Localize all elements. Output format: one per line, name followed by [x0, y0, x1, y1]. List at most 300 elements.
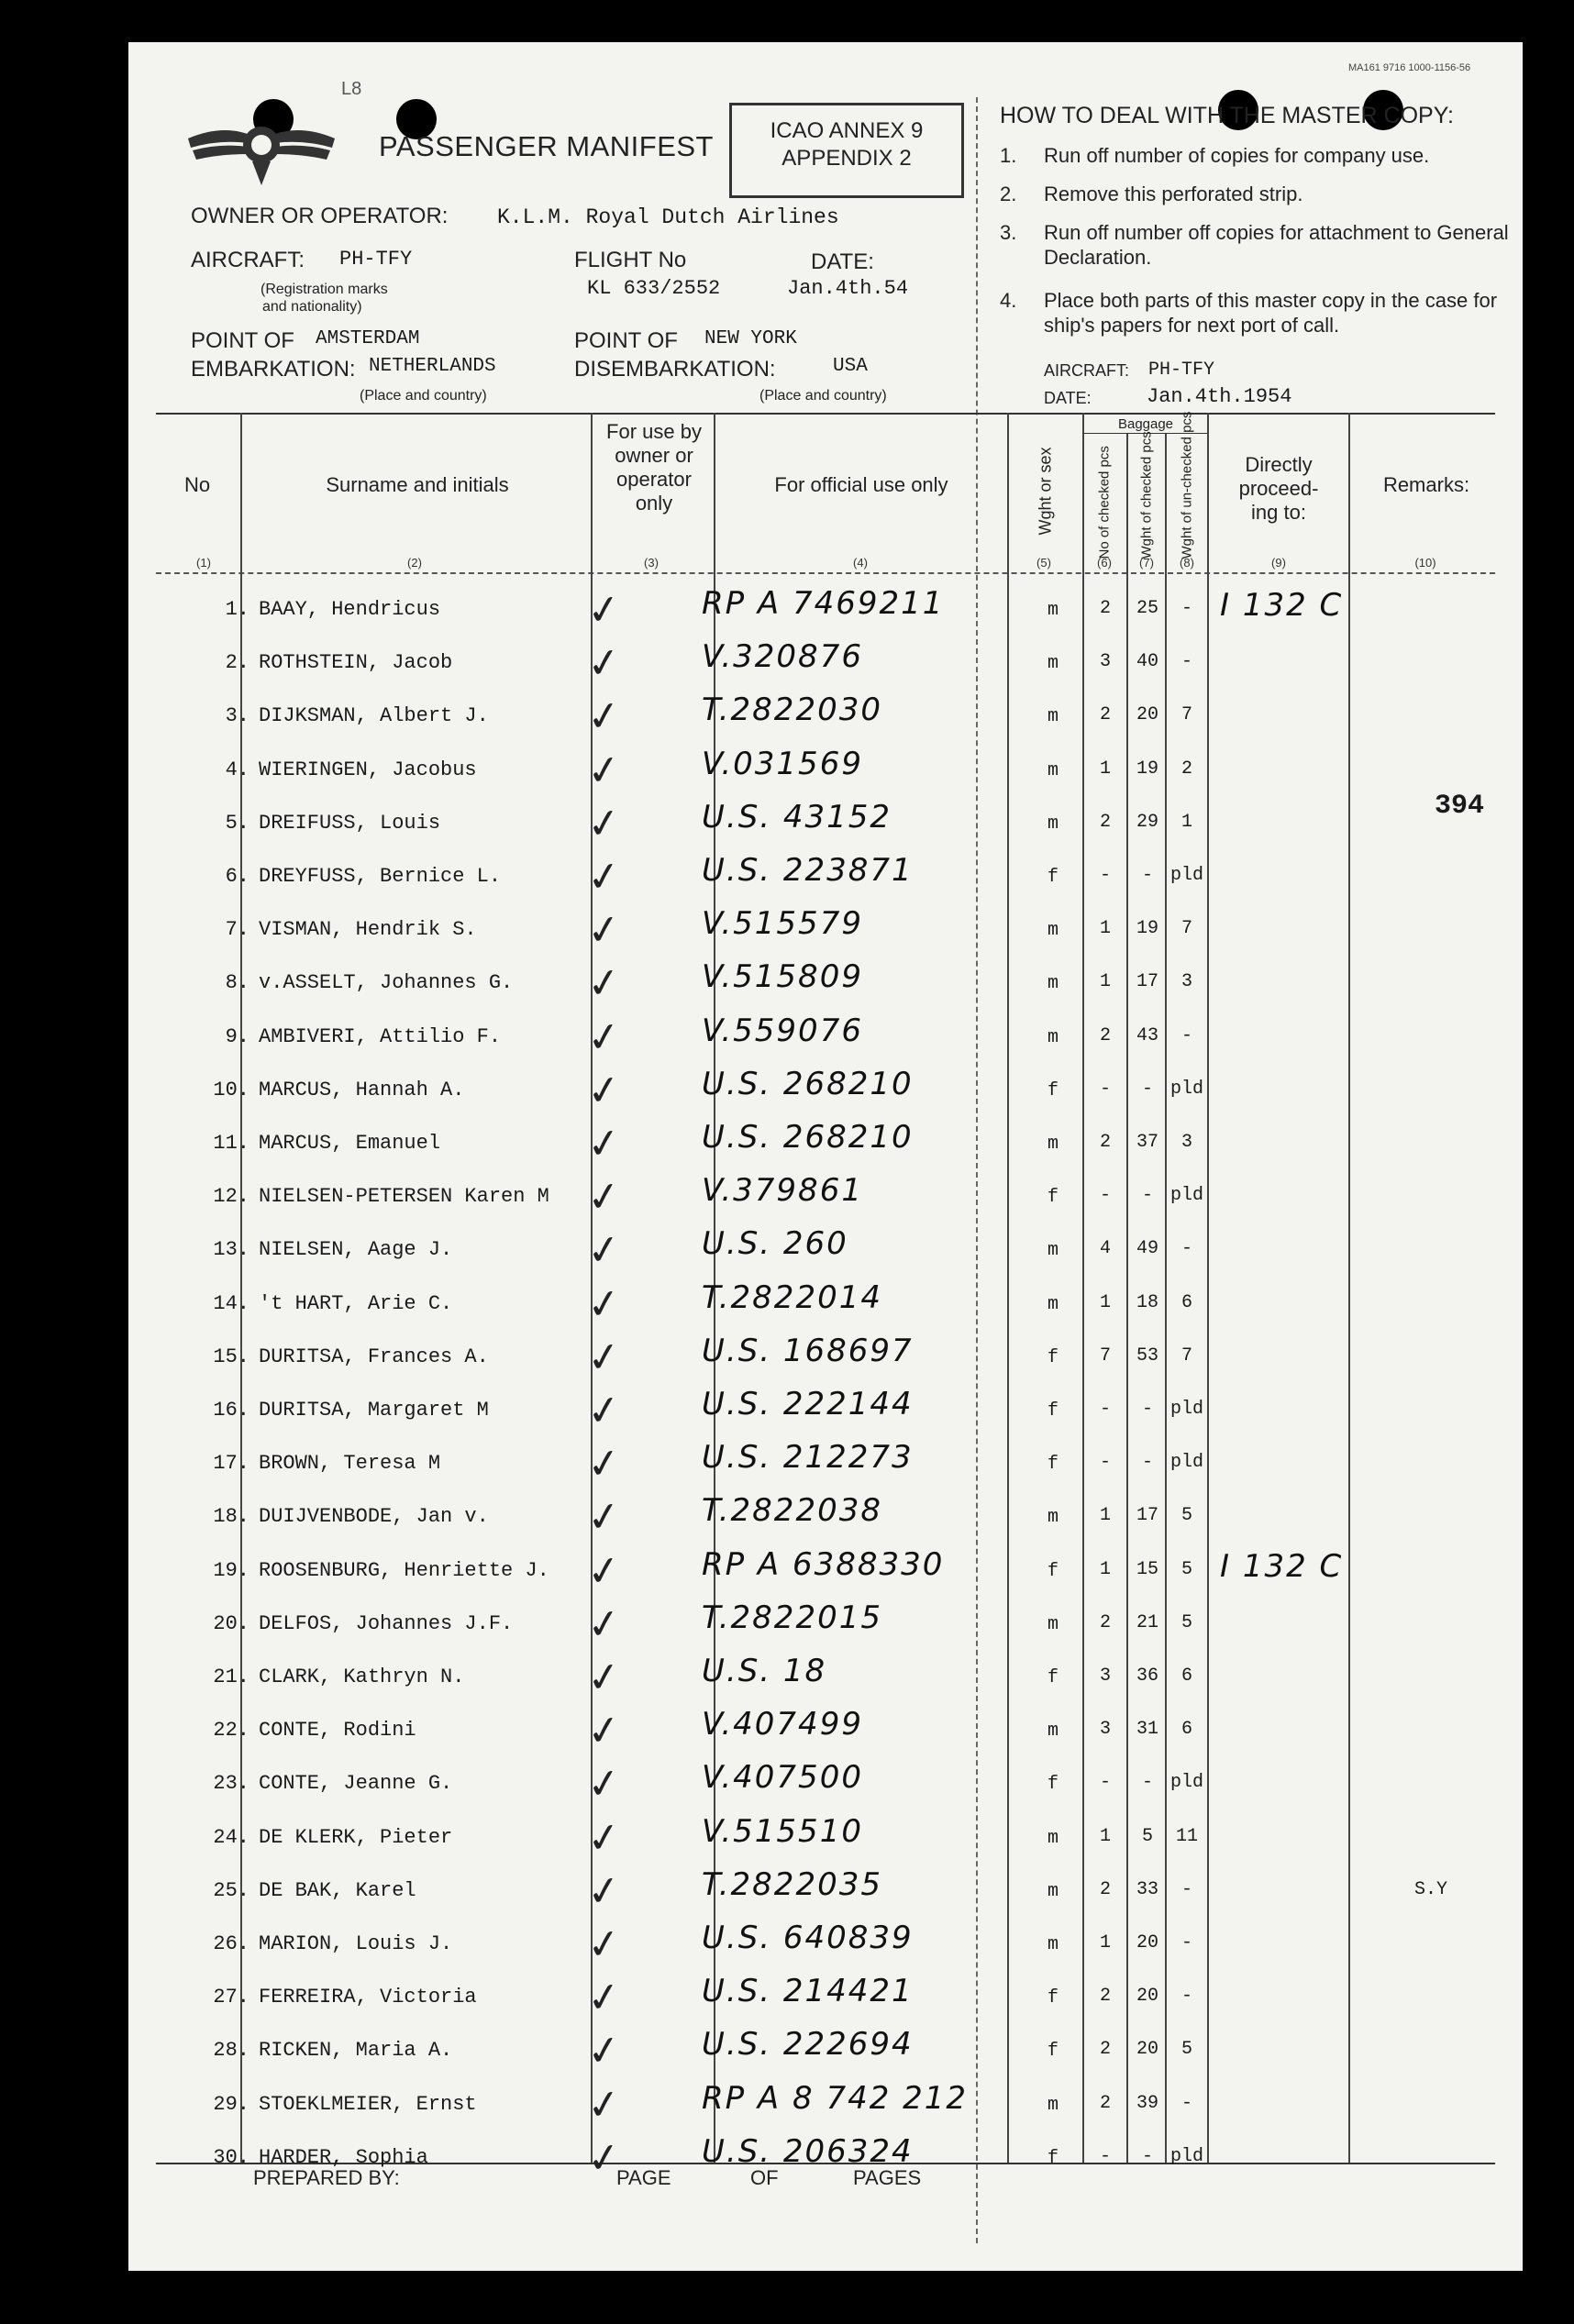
check-mark-icon: ✓ — [583, 1493, 625, 1543]
passenger-name: BAAY, Hendricus — [259, 598, 441, 621]
passenger-number: 27. — [213, 1986, 249, 2009]
checked-weight: 49 — [1136, 1238, 1158, 1260]
aircraft-note-2: and nationality) — [262, 299, 362, 315]
table-row — [128, 1222, 1523, 1275]
passenger-number: 24. — [213, 1825, 249, 1849]
passenger-number: 6. — [225, 865, 249, 888]
unchecked-weight: 2 — [1180, 758, 1192, 780]
official-number: U.S. 214421 — [702, 1973, 914, 2010]
passenger-sex: m — [1047, 1026, 1059, 1048]
official-number: V.320876 — [702, 638, 863, 676]
official-number: U.S. 168697 — [702, 1332, 914, 1369]
checked-weight: 5 — [1141, 1825, 1153, 1847]
check-mark-icon: ✓ — [583, 2080, 625, 2130]
passenger-name: HARDER, Sophia — [259, 2145, 428, 2169]
passenger-sex: m — [1047, 1721, 1059, 1743]
unchecked-weight: 5 — [1180, 1611, 1192, 1633]
passenger-name: NIELSEN, Aage J. — [259, 1238, 453, 1262]
checked-pieces: 1 — [1099, 971, 1111, 993]
unchecked-weight: - — [1180, 651, 1192, 673]
checked-weight: 43 — [1136, 1024, 1158, 1046]
unchecked-weight: 1 — [1180, 811, 1192, 833]
passenger-number: 19. — [213, 1558, 249, 1582]
passenger-number: 8. — [225, 971, 249, 995]
check-mark-icon: ✓ — [583, 1013, 625, 1062]
passenger-number: 11. — [213, 1132, 249, 1155]
table-row — [128, 1435, 1523, 1488]
checked-pieces: 2 — [1099, 2039, 1111, 2061]
table-row — [128, 581, 1523, 635]
checked-pieces: 1 — [1099, 918, 1111, 940]
embark-label-2: EMBARKATION: — [191, 357, 356, 382]
official-number: T.2822014 — [702, 1278, 882, 1316]
check-mark-icon: ✓ — [583, 1920, 625, 1970]
official-number: V.515579 — [702, 905, 863, 943]
col-header-b8: Wght of un-checked pcs — [1179, 411, 1195, 559]
col-num-5: (5) — [1036, 556, 1051, 570]
aircraft-label: AIRCRAFT: — [191, 248, 305, 272]
check-mark-icon: ✓ — [583, 1813, 625, 1863]
passenger-sex: m — [1047, 920, 1059, 942]
checked-weight: 31 — [1136, 1719, 1158, 1741]
checked-weight: 39 — [1136, 2092, 1158, 2114]
unchecked-weight: pld — [1169, 1399, 1203, 1420]
passenger-name: CONTE, Rodini — [259, 1719, 416, 1743]
passenger-sex: m — [1047, 600, 1059, 621]
checked-pieces: 3 — [1099, 651, 1111, 673]
unchecked-weight: - — [1180, 2092, 1192, 2114]
check-mark-icon: ✓ — [583, 799, 625, 849]
passenger-number: 14. — [213, 1291, 249, 1315]
passenger-sex: f — [1047, 867, 1059, 888]
passenger-name: RICKEN, Maria A. — [259, 2039, 453, 2063]
col-num-7: (7) — [1139, 556, 1154, 570]
check-mark-icon: ✓ — [583, 1546, 625, 1596]
check-mark-icon: ✓ — [583, 1439, 625, 1489]
passenger-number: 2. — [225, 651, 249, 675]
checked-pieces: 2 — [1099, 1611, 1111, 1633]
winged-logo-icon — [183, 106, 339, 189]
passenger-number: 28. — [213, 2039, 249, 2063]
table-row — [128, 1969, 1523, 2022]
checked-weight: - — [1141, 1772, 1153, 1794]
check-mark-icon: ✓ — [583, 1653, 625, 1703]
passenger-sex: f — [1047, 1346, 1059, 1368]
passenger-sex: m — [1047, 653, 1059, 675]
table-row — [128, 1276, 1523, 1329]
col-num-2: (2) — [407, 556, 422, 570]
checked-weight: 37 — [1136, 1132, 1158, 1153]
passenger-sex: m — [1047, 1880, 1059, 1902]
passenger-sex: m — [1047, 1827, 1059, 1849]
disembark-label-1: POINT OF — [574, 328, 678, 353]
table-row — [128, 848, 1523, 902]
passenger-sex: m — [1047, 1134, 1059, 1155]
passenger-sex: m — [1047, 813, 1059, 835]
of-label: OF — [750, 2166, 779, 2189]
passenger-sex: f — [1047, 1774, 1059, 1796]
official-number: RP A 7469211 — [702, 585, 945, 622]
table-row — [128, 1062, 1523, 1115]
unchecked-weight: pld — [1169, 1078, 1203, 1100]
table-row — [128, 2076, 1523, 2130]
checked-weight: 40 — [1136, 651, 1158, 673]
passenger-name: DURITSA, Margaret M — [259, 1399, 489, 1422]
table-row — [128, 955, 1523, 1008]
col-header-remarks: Remarks: — [1382, 473, 1470, 496]
check-mark-icon: ✓ — [583, 1760, 625, 1809]
passenger-sex: f — [1047, 2147, 1059, 2169]
unchecked-weight: pld — [1169, 865, 1203, 886]
unchecked-weight: pld — [1169, 1452, 1203, 1474]
unchecked-weight: 11 — [1175, 1825, 1198, 1847]
passenger-number: 22. — [213, 1719, 249, 1743]
table-header-bottom — [156, 572, 1495, 574]
passenger-name: STOEKLMEIER, Ernst — [259, 2092, 477, 2116]
check-mark-icon: ✓ — [583, 1119, 625, 1169]
official-number: U.S. 212273 — [702, 1439, 914, 1477]
unchecked-weight: pld — [1169, 2145, 1203, 2167]
passenger-name: DIJKSMAN, Albert J. — [259, 704, 489, 728]
checked-weight: 20 — [1136, 1932, 1158, 1953]
proceeding-to: I 132 C — [1220, 1547, 1344, 1585]
official-number: V.515809 — [702, 958, 863, 996]
unchecked-weight: - — [1180, 1986, 1192, 2008]
passenger-name: AMBIVERI, Attilio F. — [259, 1024, 502, 1048]
checked-weight: - — [1141, 1078, 1153, 1100]
instr-date-label: DATE: — [1044, 389, 1092, 407]
unchecked-weight: 3 — [1180, 971, 1192, 993]
passenger-name: DELFOS, Johannes J.F. — [259, 1611, 514, 1635]
official-number: T.2822015 — [702, 1599, 882, 1636]
icao-annex: ICAO ANNEX 9 — [770, 118, 924, 143]
official-number: RP A 6388330 — [702, 1545, 945, 1583]
passenger-name: CONTE, Jeanne G. — [259, 1772, 453, 1796]
check-mark-icon: ✓ — [583, 692, 625, 742]
checked-pieces: 3 — [1099, 1666, 1111, 1687]
official-number: RP A 8 742 212 — [702, 2079, 969, 2117]
passenger-number: 13. — [213, 1238, 249, 1262]
checked-pieces: 7 — [1099, 1345, 1111, 1367]
instr-aircraft-value: PH-TFY — [1148, 360, 1215, 381]
passenger-sex: f — [1047, 1560, 1059, 1582]
official-number: U.S. 43152 — [702, 798, 892, 836]
passenger-sex: f — [1047, 1987, 1059, 2009]
checked-pieces: 2 — [1099, 1024, 1111, 1046]
passenger-name: v.ASSELT, Johannes G. — [259, 971, 514, 995]
table-row — [128, 1382, 1523, 1435]
col-header-b7: Wght of checked pcs — [1138, 431, 1155, 559]
checked-pieces: - — [1099, 1772, 1111, 1794]
checked-weight: 29 — [1136, 811, 1158, 833]
unchecked-weight: 6 — [1180, 1666, 1192, 1687]
passenger-number: 16. — [213, 1399, 249, 1422]
disembark-country: USA — [833, 356, 868, 377]
passenger-sex: f — [1047, 1187, 1059, 1209]
owner-value: K.L.M. Royal Dutch Airlines — [497, 205, 839, 229]
passenger-sex: m — [1047, 706, 1059, 728]
passenger-name: DUIJVENBODE, Jan v. — [259, 1505, 489, 1529]
handwritten-mark: L8 — [341, 79, 362, 99]
checked-pieces: 2 — [1099, 1878, 1111, 1900]
official-number: U.S. 223871 — [702, 852, 914, 889]
check-mark-icon: ✓ — [583, 1706, 625, 1756]
flight-value: KL 633/2552 — [587, 277, 721, 300]
checked-weight: 15 — [1136, 1558, 1158, 1580]
instr-date-value: Jan.4th.1954 — [1147, 385, 1292, 408]
passenger-name: MARION, Louis J. — [259, 1932, 453, 1955]
passenger-sex: m — [1047, 2094, 1059, 2116]
official-number: U.S. 222694 — [702, 2026, 914, 2064]
icao-appendix: APPENDIX 2 — [781, 146, 912, 171]
passenger-number: 29. — [213, 2092, 249, 2116]
checked-pieces: - — [1099, 1399, 1111, 1420]
checked-pieces: 4 — [1099, 1238, 1111, 1260]
col-header-weight-sex: Wght or sex — [1036, 447, 1055, 536]
passenger-sex: f — [1047, 1400, 1059, 1422]
passenger-sex: m — [1047, 1934, 1059, 1955]
col-header-no: No — [183, 473, 211, 496]
official-number: V.031569 — [702, 745, 863, 782]
passenger-number: 18. — [213, 1505, 249, 1529]
unchecked-weight: 6 — [1180, 1291, 1192, 1313]
passenger-number: 26. — [213, 1932, 249, 1955]
check-mark-icon: ✓ — [583, 1333, 625, 1383]
passenger-number: 9. — [225, 1024, 249, 1048]
icao-box — [729, 103, 964, 198]
passenger-number: 15. — [213, 1345, 249, 1368]
check-mark-icon: ✓ — [583, 905, 625, 956]
passenger-name: DE KLERK, Pieter — [259, 1825, 453, 1849]
official-number: T.2822035 — [702, 1865, 882, 1903]
disembark-city: NEW YORK — [704, 328, 797, 349]
passenger-sex: m — [1047, 973, 1059, 995]
checked-pieces: 2 — [1099, 811, 1111, 833]
aircraft-note-1: (Registration marks — [260, 282, 388, 297]
official-number: U.S. 268210 — [702, 1119, 914, 1156]
official-number: T.2822030 — [702, 692, 882, 729]
page-label: PAGE — [616, 2166, 671, 2189]
official-number: U.S. 640839 — [702, 1920, 914, 1956]
instr-aircraft-label: AIRCRAFT: — [1044, 361, 1130, 380]
passenger-name: DREIFUSS, Louis — [259, 811, 441, 835]
passenger-name: VISMAN, Hendrik S. — [259, 918, 477, 942]
official-number: V.559076 — [702, 1012, 863, 1049]
checked-pieces: - — [1099, 2145, 1111, 2167]
embark-country: NETHERLANDS — [369, 356, 496, 377]
checked-weight: - — [1141, 2145, 1153, 2167]
check-mark-icon: ✓ — [583, 585, 625, 636]
unchecked-weight: pld — [1169, 1185, 1203, 1207]
col-header-directly: Directly proceed-ing to: — [1238, 453, 1319, 524]
checked-weight: 18 — [1136, 1291, 1158, 1313]
check-mark-icon: ✓ — [583, 746, 625, 795]
table-row — [128, 688, 1523, 741]
checked-weight: 19 — [1136, 918, 1158, 940]
manifest-sheet: MA161 9716 1000-1156-56 L8 PASSENGER MANIFEST ICAO ANNEX 9 APPENDIX 2 OWNER OR OPERATOR: K.L.M. Royal Dutch Airlines AIRCRAFT: PH-TFY (Registration marks and nationality) FLIGHT No KL 633/2552 DATE: Jan.4th.54 POINT OF AMSTERDAM EMBARKATION: NETHERLANDS (Place and country) POINT OF NEW YORK DISEMBARKATION: USA (Place and country) HOW TO DEAL WITH THE MASTER COPY: 1. Run off number of copies for company use. 2. Remove this perforated strip. 3. Run off number off copies for attachment to General Declaration. 4. Place both parts of this master copy in the case for ship's papers for next port of call. AIRCRAFT: PH-TFY DATE: Jan.4th.1954 No Surname and initials For use by owner or operator only For official use only Wght or sex Baggage No of checked pcs Wght of checked pcs Wght of un-checked pcs Directly proceed-ing to: Remarks: (1) (2) (3) (4) (5) (6) (7) (8) (9) (10) 394 1. BAAY, Hendricus RP A 7469211 m 2 25 - I 132 C ✓ 2. ROTHSTEIN, Jacob V.320876 m 3 40 - ✓ 3. DIJKSMAN, Albert J. T.2822030 m 2 20 7 ✓ 4. WIERINGEN, Jacobus V.031569 m 1 19 2 ✓ 5. DREIFUSS, Louis U.S. 43152 m 2 29 1 ✓ 6. DREYFUSS, Bernice L. U.S. 223871 f - - pld ✓ 7. VISMAN, Hendrik S. V.515579 m 1 19 7 ✓ 8. v.ASSELT, Johannes G. V.515809 m 1 17 3 ✓ 9. AMBIVERI, Attilio F. V.559076 m 2 43 - ✓ 10. MARCUS, Hannah A. U.S. 268210 f - - pld ✓ 11. MARCUS, Emanuel U.S. 268210 m 2 37 3 ✓ 12. NIELSEN-PETERSEN Karen M V.379861 f - - pld ✓ 13. NIELSEN, Aage J. U.S. 260 m 4 49 - ✓ 14. 't HART, Arie C. T.2822014 m 1 18 6 ✓ 15. DURITSA, Frances A. U.S. 168697 f 7 53 7 ✓ 16. DURITSA, Margaret M U.S. 222144 f - - pld ✓ 17. BROWN, Teresa M U.S. 212273 f - - pld ✓ 18. DUIJVENBODE, Jan v. T.2822038 m 1 17 5 ✓ 19. ROOSENBURG, Henriette J. RP A 6388330 f 1 15 5 I 132 C ✓ 20. DELFOS, Johannes J.F. T.2822015 m 2 21 5 ✓ 21. CLARK, Kathryn N. U.S. 18 f 3 36 6 ✓ 22. CONTE, Rodini V.407499 m 3 31 6 ✓ 23. CONTE, Jeanne G. V.407500 f - - pld ✓ 24. DE KLERK, Pieter V.515510 m 1 5 11 ✓ 25. DE BAK, Karel T.2822035 m 2 33 - S.Y ✓ 26. MARION, Louis J. U.S. 640839 m 1 20 - ✓ 27. FERREIRA, Victoria U.S. 214421 f 2 20 - ✓ 28. RICKEN, Maria A. U.S. 222694 f 2 20 5 ✓ 29. STOEKLMEIER, Ernst RP A 8 742 212 m 2 39 - ✓ 30. HARDER, Sophia U.S. 206324 f - - pld ✓ PREPARED BY: PAGE OF PAGES — [128, 42, 1523, 2271]
checked-pieces: 1 — [1099, 1825, 1111, 1847]
passenger-number: 25. — [213, 1878, 249, 1902]
passenger-name: DREYFUSS, Bernice L. — [259, 865, 502, 888]
passenger-sex: f — [1047, 1454, 1059, 1476]
form-code: MA161 9716 1000-1156-56 — [1348, 62, 1471, 73]
check-mark-icon: ✓ — [583, 959, 625, 1009]
checked-pieces: 3 — [1099, 1719, 1111, 1741]
col-num-8: (8) — [1180, 556, 1194, 570]
passenger-sex: f — [1047, 1667, 1059, 1688]
table-row — [128, 795, 1523, 848]
checked-pieces: 1 — [1099, 1932, 1111, 1953]
official-number: V.407500 — [702, 1759, 863, 1797]
aircraft-value: PH-TFY — [339, 248, 413, 271]
col-header-baggage: Baggage — [1117, 416, 1174, 432]
checked-weight: 53 — [1136, 1345, 1158, 1367]
table-row — [128, 1596, 1523, 1649]
official-number: U.S. 260 — [702, 1225, 848, 1263]
passenger-number: 7. — [225, 918, 249, 942]
passenger-sex: m — [1047, 1613, 1059, 1635]
check-mark-icon: ✓ — [583, 1866, 625, 1917]
passenger-number: 30. — [213, 2145, 249, 2169]
checked-pieces: 2 — [1099, 704, 1111, 726]
passenger-name: ROOSENBURG, Henriette J. — [259, 1558, 549, 1582]
unchecked-weight: - — [1180, 1932, 1192, 1953]
col-header-b6: No of checked pcs — [1096, 446, 1113, 559]
checked-pieces: 1 — [1099, 1558, 1111, 1580]
passenger-name: 't HART, Arie C. — [259, 1291, 453, 1315]
passenger-name: NIELSEN-PETERSEN Karen M — [259, 1185, 549, 1209]
unchecked-weight: 7 — [1180, 704, 1192, 726]
passenger-number: 12. — [213, 1185, 249, 1209]
instructions-title: HOW TO DEAL WITH THE MASTER COPY: — [1000, 103, 1454, 128]
checked-weight: - — [1141, 1452, 1153, 1474]
table-row — [128, 1009, 1523, 1062]
passenger-sex: f — [1047, 2041, 1059, 2063]
passenger-number: 20. — [213, 1611, 249, 1635]
official-number: V.407499 — [702, 1706, 863, 1743]
checked-pieces: - — [1099, 865, 1111, 886]
check-mark-icon: ✓ — [583, 1973, 625, 2023]
table-row — [128, 1488, 1523, 1542]
check-mark-icon: ✓ — [583, 2133, 625, 2184]
unchecked-weight: - — [1180, 1238, 1192, 1260]
passenger-number: 4. — [225, 758, 249, 781]
checked-weight: - — [1141, 1185, 1153, 1207]
table-row — [128, 1809, 1523, 1863]
unchecked-weight: - — [1180, 1878, 1192, 1900]
date-label: DATE: — [811, 249, 874, 274]
unchecked-weight: 7 — [1180, 1345, 1192, 1367]
checked-pieces: 2 — [1099, 598, 1111, 619]
disembark-label-2: DISEMBARKATION: — [574, 357, 776, 382]
checked-weight: 19 — [1136, 758, 1158, 780]
unchecked-weight: 5 — [1180, 1505, 1192, 1527]
side-number: 394 — [1435, 791, 1485, 822]
check-mark-icon: ✓ — [583, 1172, 625, 1223]
official-number: U.S. 206324 — [702, 2132, 914, 2170]
table-row — [128, 635, 1523, 688]
checked-weight: 36 — [1136, 1666, 1158, 1687]
checked-pieces: 1 — [1099, 758, 1111, 780]
passenger-name: MARCUS, Hannah A. — [259, 1078, 465, 1101]
passenger-name: MARCUS, Emanuel — [259, 1132, 441, 1155]
col-num-9: (9) — [1271, 556, 1286, 570]
table-row — [128, 1115, 1523, 1168]
checked-pieces: 2 — [1099, 2092, 1111, 2114]
passenger-number: 21. — [213, 1666, 249, 1688]
official-number: U.S. 222144 — [702, 1386, 914, 1422]
date-value: Jan.4th.54 — [787, 277, 909, 300]
official-number: V.379861 — [702, 1172, 863, 1210]
checked-weight: 20 — [1136, 1986, 1158, 2008]
table-row — [128, 902, 1523, 955]
table-row — [128, 1649, 1523, 1702]
checked-pieces: 1 — [1099, 1505, 1111, 1527]
checked-weight: 33 — [1136, 1878, 1158, 1900]
check-mark-icon: ✓ — [583, 852, 625, 902]
unchecked-weight: 7 — [1180, 918, 1192, 940]
disembark-place-note: (Place and country) — [759, 388, 887, 404]
official-number: U.S. 18 — [702, 1653, 827, 1689]
checked-weight: 17 — [1136, 971, 1158, 993]
table-row — [128, 1168, 1523, 1222]
check-mark-icon: ✓ — [583, 1386, 625, 1436]
table-row — [128, 1329, 1523, 1382]
checked-pieces: 2 — [1099, 1986, 1111, 2008]
passenger-name: FERREIRA, Victoria — [259, 1986, 477, 2009]
official-number: U.S. 268210 — [702, 1065, 914, 1102]
table-row — [128, 1543, 1523, 1596]
check-mark-icon: ✓ — [583, 1066, 625, 1116]
passenger-name: CLARK, Kathryn N. — [259, 1666, 465, 1688]
unchecked-weight: 3 — [1180, 1132, 1192, 1153]
passenger-number: 3. — [225, 704, 249, 728]
embark-city: AMSTERDAM — [316, 328, 420, 349]
passenger-number: 23. — [213, 1772, 249, 1796]
passenger-name: ROTHSTEIN, Jacob — [259, 651, 453, 675]
passenger-number: 17. — [213, 1452, 249, 1476]
unchecked-weight: - — [1180, 598, 1192, 619]
flight-label: FLIGHT No — [574, 248, 687, 272]
table-row — [128, 1863, 1523, 1916]
passenger-sex: f — [1047, 1079, 1059, 1101]
table-top-line — [156, 413, 1495, 415]
checked-weight: 25 — [1136, 598, 1158, 619]
unchecked-weight: 6 — [1180, 1719, 1192, 1741]
passenger-sex: m — [1047, 759, 1059, 781]
pages-label: PAGES — [853, 2166, 922, 2189]
owner-label: OWNER OR OPERATOR: — [191, 204, 449, 228]
check-mark-icon: ✓ — [583, 1279, 625, 1329]
checked-pieces: - — [1099, 1452, 1111, 1474]
check-mark-icon: ✓ — [583, 2027, 625, 2076]
check-mark-icon: ✓ — [583, 1599, 625, 1650]
col-num-6: (6) — [1097, 556, 1112, 570]
prepared-by-label: PREPARED BY: — [253, 2166, 400, 2189]
passenger-remark: S.Y — [1413, 1878, 1447, 1900]
official-number: V.515510 — [702, 1812, 863, 1850]
check-mark-icon: ✓ — [583, 1226, 625, 1276]
unchecked-weight: 5 — [1180, 1558, 1192, 1580]
col-num-1: (1) — [196, 556, 211, 570]
checked-weight: 20 — [1136, 704, 1158, 726]
checked-pieces: - — [1099, 1185, 1111, 1207]
table-row — [128, 1916, 1523, 1969]
table-row — [128, 742, 1523, 795]
checked-weight: 20 — [1136, 2039, 1158, 2061]
proceeding-to: I 132 C — [1220, 587, 1344, 624]
checked-weight: - — [1141, 865, 1153, 886]
